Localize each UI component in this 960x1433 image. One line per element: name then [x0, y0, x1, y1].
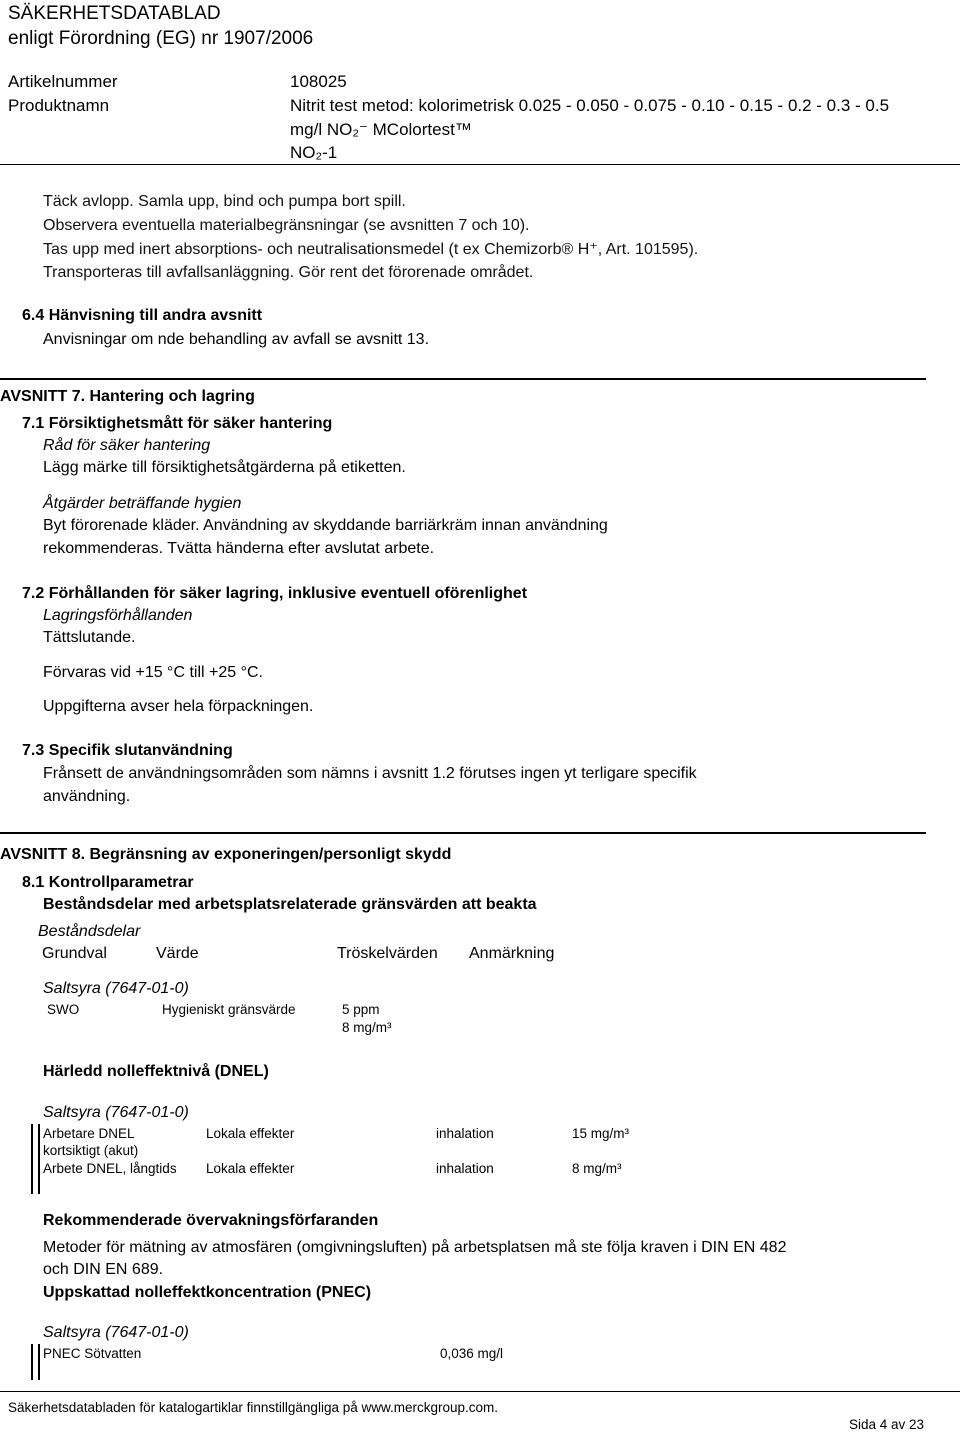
product-name-line3: NO₂-1	[290, 143, 338, 162]
section-8-heading: AVSNITT 8. Begränsning av exponeringen/personligt skydd	[0, 846, 452, 863]
storage-text-1: Tättslutande.	[43, 629, 136, 646]
document-title: SÄKERHETSDATABLAD	[8, 3, 221, 24]
section-7-rule	[0, 378, 926, 380]
footer-separator	[0, 1391, 960, 1392]
dnel-row-2-value: 8 mg/m³	[572, 1161, 622, 1176]
dnel-row-2-who: Arbete DNEL, långtids	[43, 1161, 177, 1176]
section-7-2-heading: 7.2 Förhållanden för säker lagring, inklusive eventuell oförenlighet	[22, 585, 528, 602]
hygiene-label: Åtgärder beträffande hygien	[43, 495, 242, 512]
column-header-remark: Anmärkning	[469, 945, 555, 962]
section-6-4-text: Anvisningar om nde behandling av avfall se avsnitt 13.	[43, 331, 430, 348]
dnel-row-2-effect: Lokala effekter	[206, 1161, 295, 1176]
storage-text-2: Förvaras vid +15 °C till +25 °C.	[43, 664, 263, 681]
limit-threshold-2: 8 mg/m³	[342, 1020, 392, 1035]
section-7-3-line-1: Frånsett de användningsområden som nämns i avsnitt 1.2 förutses ingen yt terligare specifik	[43, 765, 697, 782]
pnec-label: PNEC Sötvatten	[43, 1346, 142, 1361]
safe-handling-label: Råd för säker hantering	[43, 437, 211, 454]
regulation-line: enligt Förordning (EG) nr 1907/2006	[8, 28, 314, 49]
pnec-heading: Uppskattad nolleffektkoncentration (PNEC)	[43, 1284, 372, 1301]
dnel-row-1-who-2: kortsiktigt (akut)	[43, 1143, 139, 1158]
pnec-bar-left	[31, 1344, 33, 1380]
page-number: Sida 4 av 23	[848, 1417, 924, 1432]
spill-line-2: Observera eventuella materialbegränsningar (se avsnitten 7 och 10).	[43, 217, 530, 234]
hygiene-line-1: Byt förorenade kläder. Användning av skyddande barriärkräm innan användning	[43, 517, 608, 534]
product-name-line2: mg/l NO₂⁻ MColortest™	[290, 120, 472, 139]
limit-value: Hygieniskt gränsvärde	[162, 1002, 296, 1017]
dnel-row-1-who: Arbetare DNEL	[43, 1126, 135, 1141]
article-number-value: 108025	[290, 72, 347, 91]
product-name-line1: Nitrit test metod: kolorimetrisk 0.025 - 0.050 - 0.075 - 0.10 - 0.15 - 0.2 - 0.3 - 0.5	[290, 96, 890, 115]
section-7-3-line-2: användning.	[43, 788, 131, 805]
substance-name-3: Saltsyra (7647-01-0)	[43, 1324, 189, 1341]
section-7-3-heading: 7.3 Specifik slutanvändning	[22, 742, 233, 759]
product-name-label: Produktnamn	[8, 96, 110, 115]
dnel-row-1-effect: Lokala effekter	[206, 1126, 295, 1141]
substance-name-2: Saltsyra (7647-01-0)	[43, 1104, 189, 1121]
section-7-1-heading: 7.1 Försiktighetsmått för säker hantering	[22, 415, 333, 432]
limit-basis: SWO	[47, 1002, 80, 1017]
spill-line-3: Tas upp med inert absorptions- och neutralisationsmedel (t ex Chemizorb® H⁺, Art. 101595).	[43, 241, 699, 258]
spill-line-1: Täck avlopp. Samla upp, bind och pumpa bort spill.	[43, 193, 406, 210]
column-header-threshold: Tröskelvärden	[337, 945, 438, 962]
dnel-row-1-route: inhalation	[436, 1126, 494, 1141]
column-header-basis: Grundval	[42, 945, 107, 962]
pnec-bar-right	[38, 1344, 40, 1380]
column-header-value: Värde	[156, 945, 199, 962]
substance-name-1: Saltsyra (7647-01-0)	[43, 980, 189, 997]
dnel-row-2-route: inhalation	[436, 1161, 494, 1176]
section-7-heading: AVSNITT 7. Hantering och lagring	[0, 388, 255, 405]
monitoring-line-1: Metoder för mätning av atmosfären (omgivningsluften) på arbetsplatsen må ste följa kraven i DIN EN 482	[43, 1239, 787, 1256]
monitoring-heading: Rekommenderade övervakningsförfaranden	[43, 1212, 379, 1229]
safe-handling-text: Lägg märke till försiktighetsåtgärderna på etiketten.	[43, 459, 406, 476]
dnel-bar-left	[31, 1124, 33, 1194]
storage-text-3: Uppgifterna avser hela förpackningen.	[43, 698, 314, 715]
pnec-value: 0,036 mg/l	[440, 1346, 504, 1361]
dnel-bar-right	[38, 1124, 40, 1194]
components-label: Beståndsdelar	[38, 923, 141, 940]
hygiene-line-2: rekommenderas. Tvätta händerna efter avslutat arbete.	[43, 540, 435, 557]
dnel-row-1-value: 15 mg/m³	[572, 1126, 630, 1141]
spill-line-4: Transporteras till avfallsanläggning. Gör rent det förorenade området.	[43, 264, 534, 281]
section-8-rule	[0, 832, 926, 834]
dnel-heading: Härledd nolleffektnivå (DNEL)	[43, 1063, 269, 1080]
section-6-4-heading: 6.4 Hänvisning till andra avsnitt	[22, 307, 263, 324]
section-8-1-heading: 8.1 Kontrollparametrar	[22, 874, 194, 891]
storage-label: Lagringsförhållanden	[43, 607, 193, 624]
monitoring-line-2: och DIN EN 689.	[43, 1261, 164, 1278]
components-heading: Beståndsdelar med arbetsplatsrelaterade gränsvärden att beakta	[43, 896, 537, 913]
article-number-label: Artikelnummer	[8, 72, 118, 91]
footer-text: Säkerhetsdatabladen för katalogartiklar finnstillgängliga på www.merckgroup.com.	[8, 1400, 499, 1415]
limit-threshold-1: 5 ppm	[342, 1002, 380, 1017]
header-separator	[0, 164, 960, 165]
